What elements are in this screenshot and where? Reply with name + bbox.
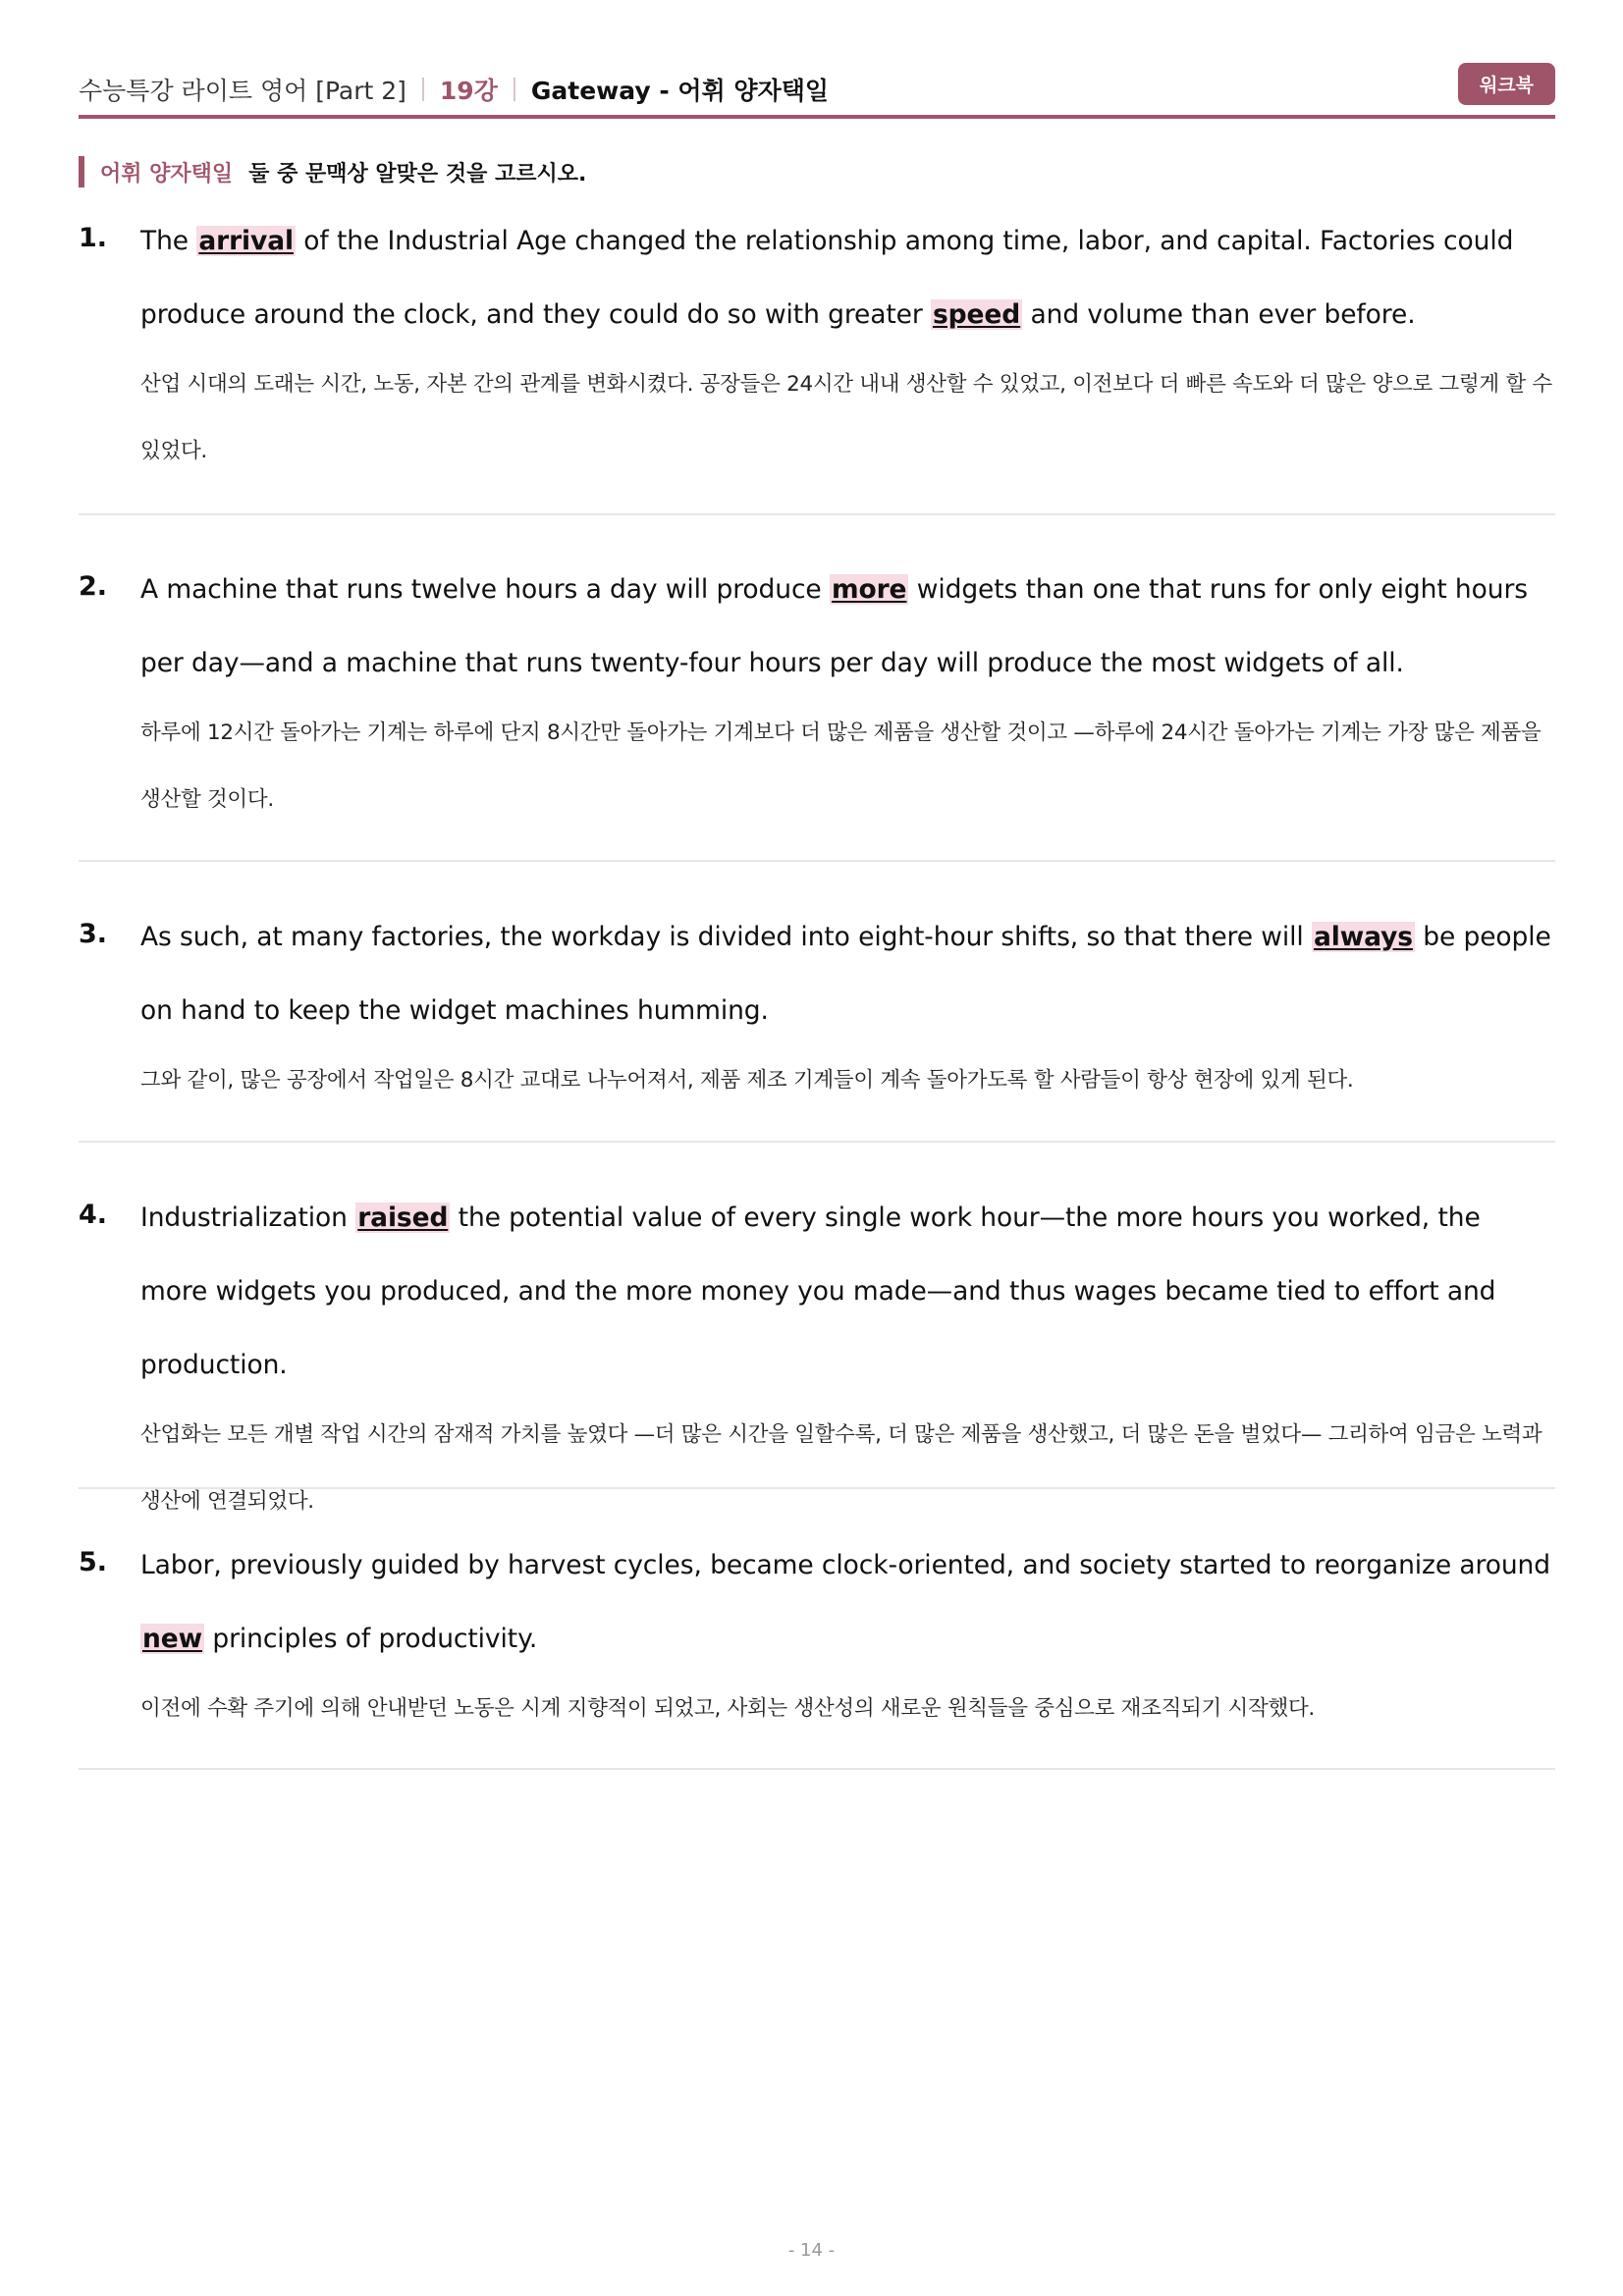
question-item-2 [79,571,1555,833]
choice-word[interactable]: arrival [198,226,294,256]
sentence-text: principles of productivity. [204,1624,538,1654]
lesson-number: 19강 [439,77,498,105]
sentence-text: Labor, previously guided by harvest cycles, became clock-oriented, and society started to reorganize around [140,1550,1550,1580]
korean-translation: 산업 시대의 도래는 시간, 노동, 자본 간의 관계를 변화시켰다. 공장들은 24시간 내내 생산할 수 있었고, 이전보다 더 빠른 속도와 더 많은 양으로 그렇게 할 수 있었다. [140,372,1552,463]
english-sentence [140,1528,1555,1676]
choice-word[interactable]: more [831,574,907,605]
divider [79,1141,1555,1143]
sentence-text: widgets than one that runs for only eight hours per day—and a machine that runs twenty-four hours per day will produce the most widgets of all. [140,574,1528,678]
choice-word[interactable]: new [142,1624,203,1654]
workbook-badge: 워크북 [1458,63,1555,105]
question-item-5 [79,1547,1555,1742]
page-number: - 14 - [787,2240,836,2261]
korean-translation: 하루에 12시간 돌아가는 기계는 하루에 단지 8시간만 돌아가는 기계보다 더 많은 제품을 생산할 것이고 —하루에 24시간 돌아가는 기계는 가장 많은 제품을 생산할 것이다. [140,721,1542,812]
question-number: 1. [79,223,108,253]
divider [79,1768,1555,1770]
korean-translation: 그와 같이, 많은 공장에서 작업일은 8시간 교대로 나누어져서, 제품 제조 기계들이 계속 돌아가도록 할 사람들이 항상 현장에 있게 된다. [140,1068,1354,1093]
sentence-text: be people on hand to keep the widget machines humming. [140,922,1551,1026]
sentence-text: Industrialization [140,1202,356,1233]
divider [79,860,1555,862]
english-sentence [140,204,1555,351]
instruction-text: 둘 중 문맥상 알맞은 것을 고르시오. [248,161,587,187]
question-number: 3. [79,919,108,949]
sentence-text: A machine that runs twelve hours a day will produce [140,574,830,605]
sentence-text: The [140,226,197,256]
question-item-4 [79,1200,1555,1535]
question-number: 4. [79,1200,108,1230]
sentence-text: of the Industrial Age changed the relationship among time, labor, and capital. Factories could produce around the clock, and they could do so with greater [140,226,1514,330]
english-sentence [140,900,1555,1047]
question-item-3 [79,919,1555,1114]
header-separator [422,78,424,101]
sentence-text: the potential value of every single work hour—the more hours you worked, the more widgets you produced, and the more money you made—and thus wages became tied to effort and production. [140,1202,1496,1380]
question-number: 2. [79,571,108,602]
header-separator [514,78,515,101]
course-title: 수능특강 라이트 영어 [Part 2] [79,77,406,105]
korean-translation: 이전에 수확 주기에 의해 안내받던 노동은 시계 지향적이 되었고, 사회는 생산성의 새로운 원칙들을 중심으로 재조직되기 시작했다. [140,1696,1315,1721]
choice-word[interactable]: speed [932,299,1021,330]
divider [79,1487,1555,1489]
question-item-1 [79,223,1555,485]
page-header [79,59,1555,120]
instruction-tag: 어휘 양자택일 [100,161,234,187]
instruction [79,156,586,187]
sentence-text: and volume than ever before. [1022,299,1416,330]
choice-word[interactable]: raised [357,1202,449,1233]
sentence-text: As such, at many factories, the workday is divided into eight-hour shifts, so that there will [140,922,1312,952]
english-sentence [140,1181,1555,1402]
english-sentence [140,553,1555,700]
question-number: 5. [79,1547,108,1577]
page-title: Gateway - 어휘 양자택일 [530,77,830,105]
choice-word[interactable]: always [1313,922,1413,952]
divider [79,513,1555,515]
header-rule [79,115,1555,119]
korean-translation: 산업화는 모든 개별 작업 시간의 잠재적 가치를 높였다 —더 많은 시간을 일할수록, 더 많은 제품을 생산했고, 더 많은 돈을 벌었다— 그리하여 임금은 노력과 생산에 연결되었다. [140,1422,1542,1514]
